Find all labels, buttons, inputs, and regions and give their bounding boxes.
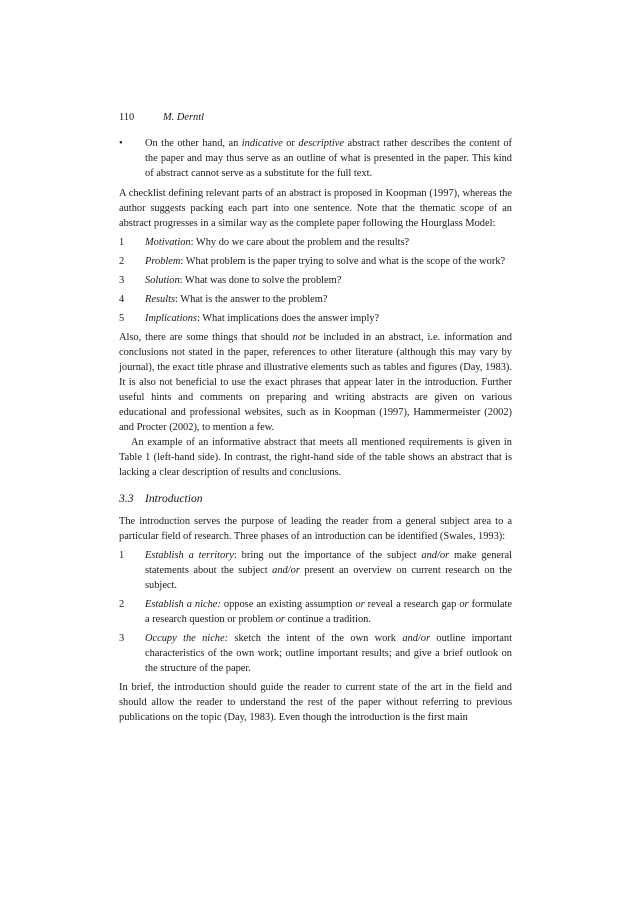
list-item: 3 Solution: What was done to solve the problem?	[119, 275, 342, 286]
running-author: M. Derntl	[163, 112, 204, 123]
bullet-icon: •	[119, 138, 123, 149]
list-item: 4 Results: What is the answer to the problem?	[119, 294, 328, 305]
page-number: 110	[119, 112, 135, 123]
list-item: 2 Problem: What problem is the paper trying to solve and what is the scope of the work?	[119, 256, 506, 267]
list-item: 2 Establish a niche: oppose an existing assumption or reveal a research gap or formulate a research question or problem or continue a tradition.	[119, 599, 512, 625]
list-item: 1 Motivation: Why do we care about the problem and the results?	[119, 237, 410, 248]
paragraph-brief: In brief, the introduction should guide the reader to current state of the art in the field and should allow the reader to understand the rest of the paper without referring to previous publications on the topic (Day, 1983). Even though the introduction is the first main	[119, 682, 512, 723]
paragraph-introduction: The introduction serves the purpose of leading the reader from a general subject area to a particular field of research. Three phases of an introduction can be identified (Swales, 1993):	[119, 516, 512, 542]
checklist	[119, 235, 512, 326]
list-item: 3 Occupy the niche: sketch the intent of the own work and/or outline important characteristics of the own work; outline important results; and give a brief outlook on the structure of the paper.	[119, 633, 512, 674]
section-heading	[119, 491, 512, 506]
section-number: 3.3	[119, 492, 134, 505]
paragraph-checklist-intro: A checklist defining relevant parts of an abstract is proposed in Koopman (1997), whereas the author suggests packing each part into one sentence. Note that the thematic scope of an abstract progresses in a similar way as the complete paper following the Hourglass Model:	[119, 188, 512, 229]
phases-list	[119, 548, 512, 676]
section-title: Introduction	[145, 492, 203, 505]
running-header	[119, 110, 512, 125]
page-body	[119, 110, 512, 725]
bullet-item	[119, 136, 512, 181]
list-item: 1 Establish a territory: bring out the importance of the subject and/or make general statements about the subject and/or present an overview on current research on the subject.	[119, 550, 512, 591]
list-item: 5 Implications: What implications does the answer imply?	[119, 313, 380, 324]
bullet-text: On the other hand, an indicative or descriptive abstract rather describes the content of the paper and may thus serve as an outline of what is presented in the paper. This kind of abstract cannot serve as a substitute for the full text.	[145, 138, 512, 179]
paragraph-exclusions: Also, there are some things that should not be included in an abstract, i.e. information and conclusions not stated in the paper, references to other literature (although this may vary by journal), the exact title phrase and illustrative elements such as tables and figures (Day, 1983). It is also not beneficial to use the exact phrases that appear later in the introduction. Further useful hints and comments on preparing and writing abstracts are given on various educational and professional websites, such as in Koopman (1997), Hammermeister (2002) and Procter (2002), to mention a few.	[119, 332, 512, 433]
paragraph-example: An example of an informative abstract that meets all mentioned requirements is given in Table 1 (left-hand side). In contrast, the right-hand side of the table shows an abstract that is lacking a clear description of results and conclusions.	[119, 437, 512, 478]
